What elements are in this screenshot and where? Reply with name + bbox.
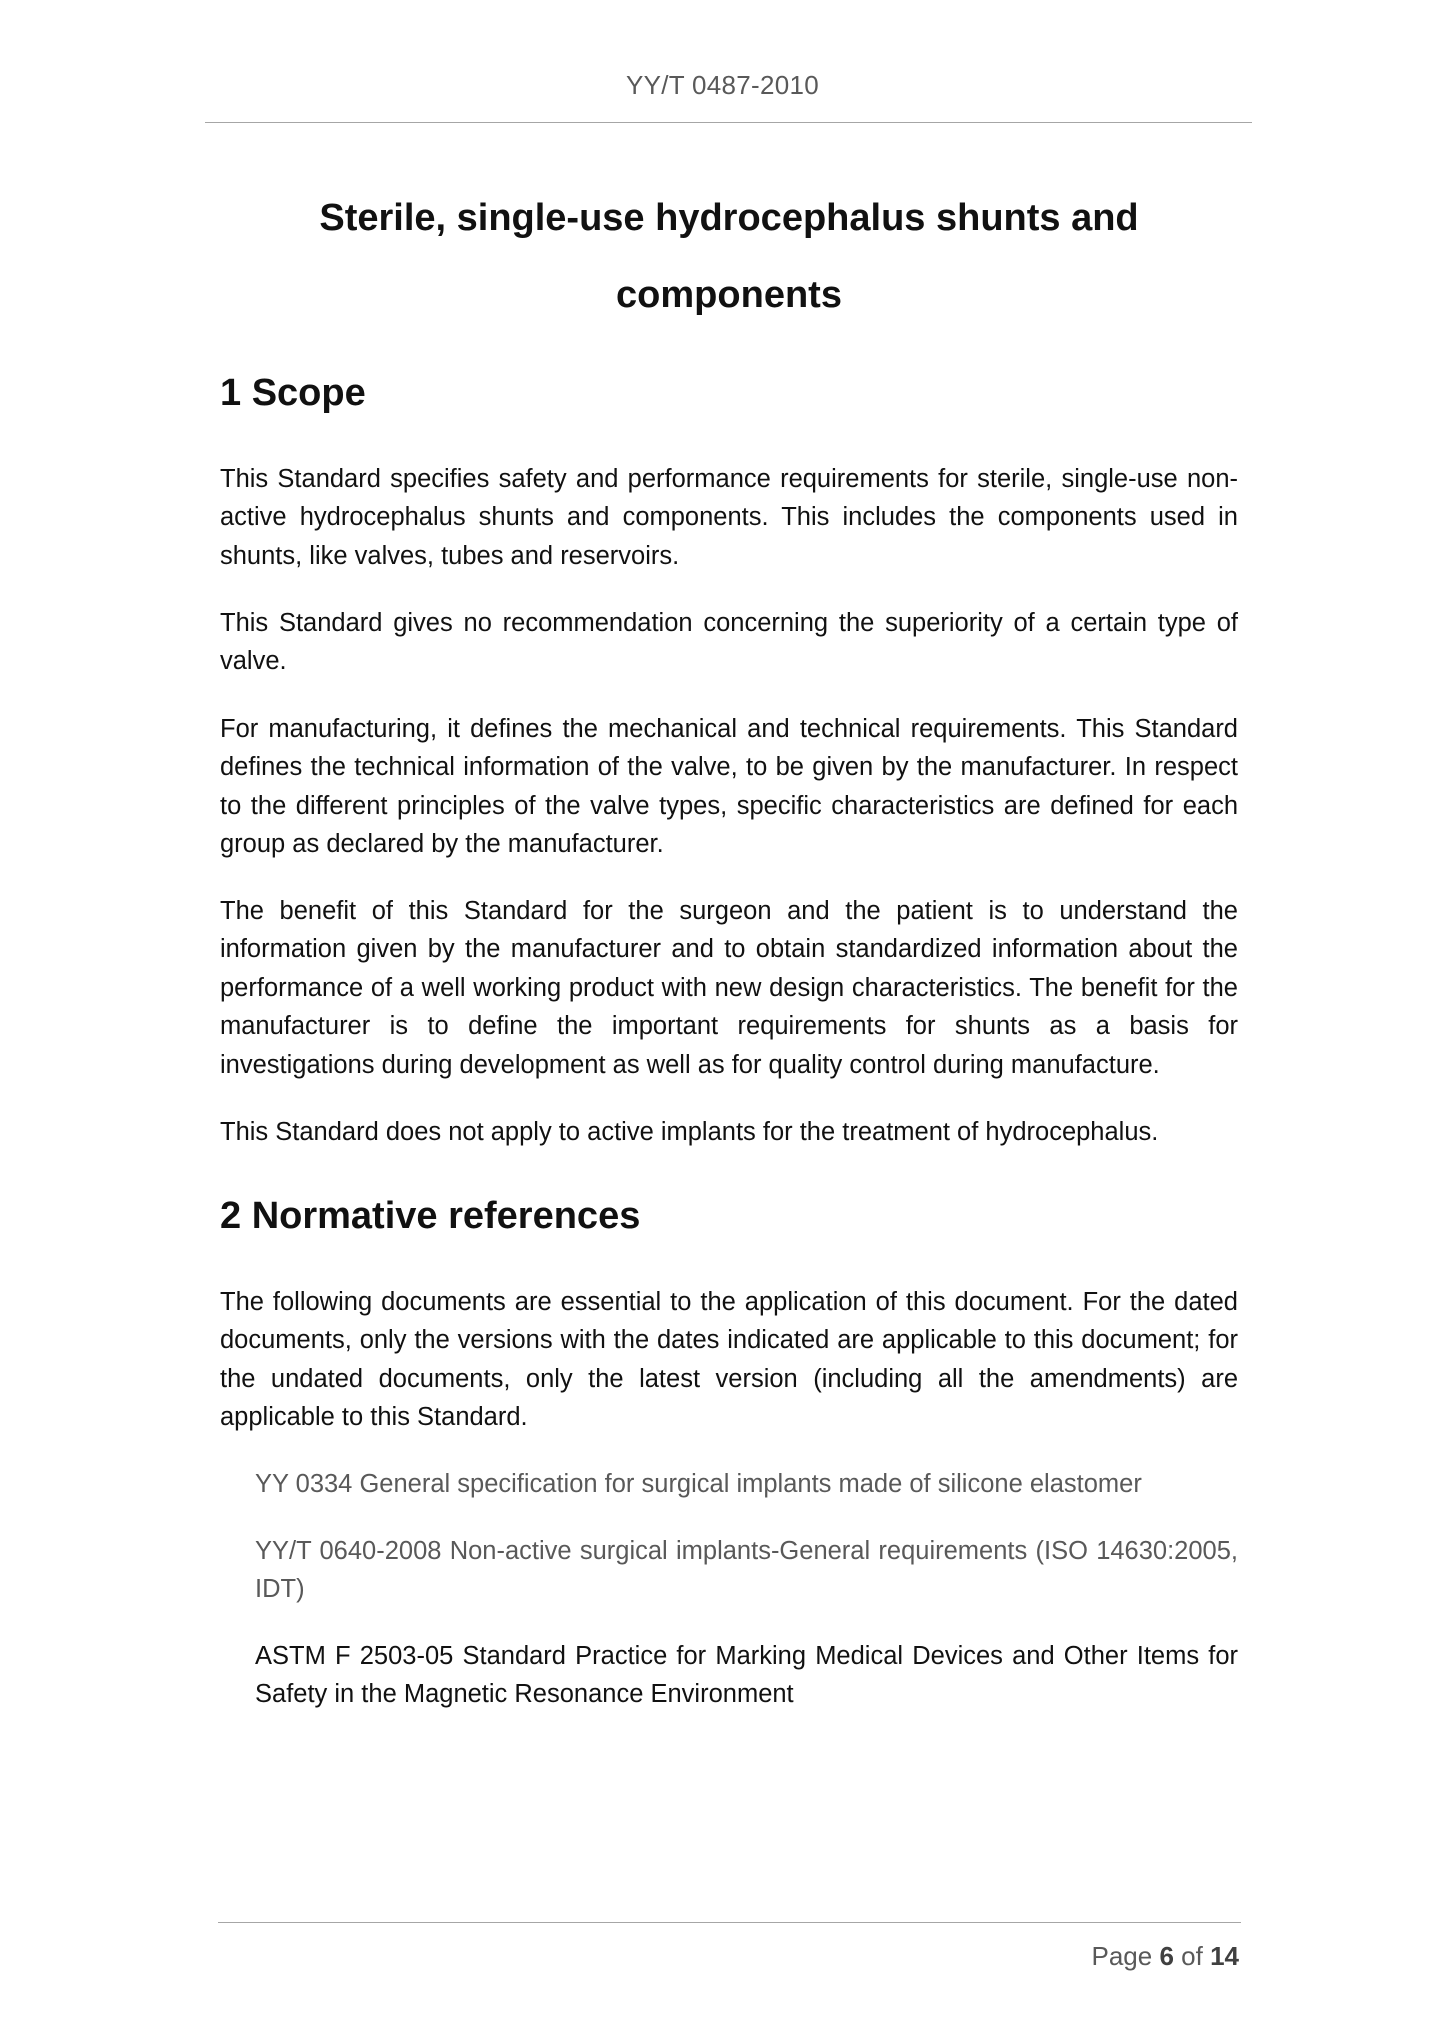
scope-paragraph-2: This Standard gives no recommendation concerning the superiority of a certain type of valve. bbox=[220, 609, 1238, 676]
page-header: YY/T 0487-2010 bbox=[625, 70, 820, 100]
document-title: Sterile, single-use hydrocephalus shunts and components bbox=[319, 197, 1139, 316]
normative-references-intro: The following documents are essential to the application of this document. For the dated documents, only the versions with the dates indicated are applicable to this document; for the undated documents, only the latest version (including all the amendments) are applicable to this Standard. bbox=[220, 1288, 1238, 1432]
reference-item: YY/T 0640-2008 Non-active surgical implants-General requirements (ISO 14630:2005, IDT) bbox=[255, 1537, 1238, 1604]
reference-item: YY 0334 General specification for surgical implants made of silicone elastomer bbox=[255, 1470, 1142, 1498]
scope-paragraph-3: For manufacturing, it defines the mechanical and technical requirements. This Standard defines the technical information of the valve, to be given by the manufacturer. In respect to the different principles of the valve types, specific characteristics are defined for each group as declared by the manufacturer. bbox=[220, 715, 1238, 859]
scope-paragraph-4: The benefit of this Standard for the surgeon and the patient is to understand the information given by the manufacturer and to obtain standardized information about the performance of a well working product with new design characteristics. The benefit for the manufacturer is to define the important requirements for shunts as a basis for investigations during development as well as for quality control during manufacture. bbox=[220, 897, 1238, 1079]
reference-item: ASTM F 2503-05 Standard Practice for Marking Medical Devices and Other Items for Safety in the Magnetic Resonance Environment bbox=[255, 1642, 1238, 1709]
scope-paragraph-1: This Standard specifies safety and performance requirements for sterile, single-use non-active hydrocephalus shunts and components. This includes the components used in shunts, like valves, tubes and reservoirs. bbox=[220, 465, 1238, 570]
page-number: 6 bbox=[1159, 1941, 1174, 1971]
page-total: 14 bbox=[1210, 1941, 1239, 1971]
section-heading-normative-references: 2 Normative references bbox=[220, 1195, 641, 1237]
section-heading-scope: 1 Scope bbox=[220, 372, 366, 414]
page-footer bbox=[1091, 1941, 1239, 1972]
scope-paragraph-5: This Standard does not apply to active implants for the treatment of hydrocephalus. bbox=[220, 1118, 1159, 1146]
header-divider bbox=[205, 122, 1252, 123]
of-label: of bbox=[1181, 1941, 1203, 1971]
page-label: Page bbox=[1091, 1941, 1153, 1971]
footer-divider bbox=[218, 1922, 1241, 1923]
